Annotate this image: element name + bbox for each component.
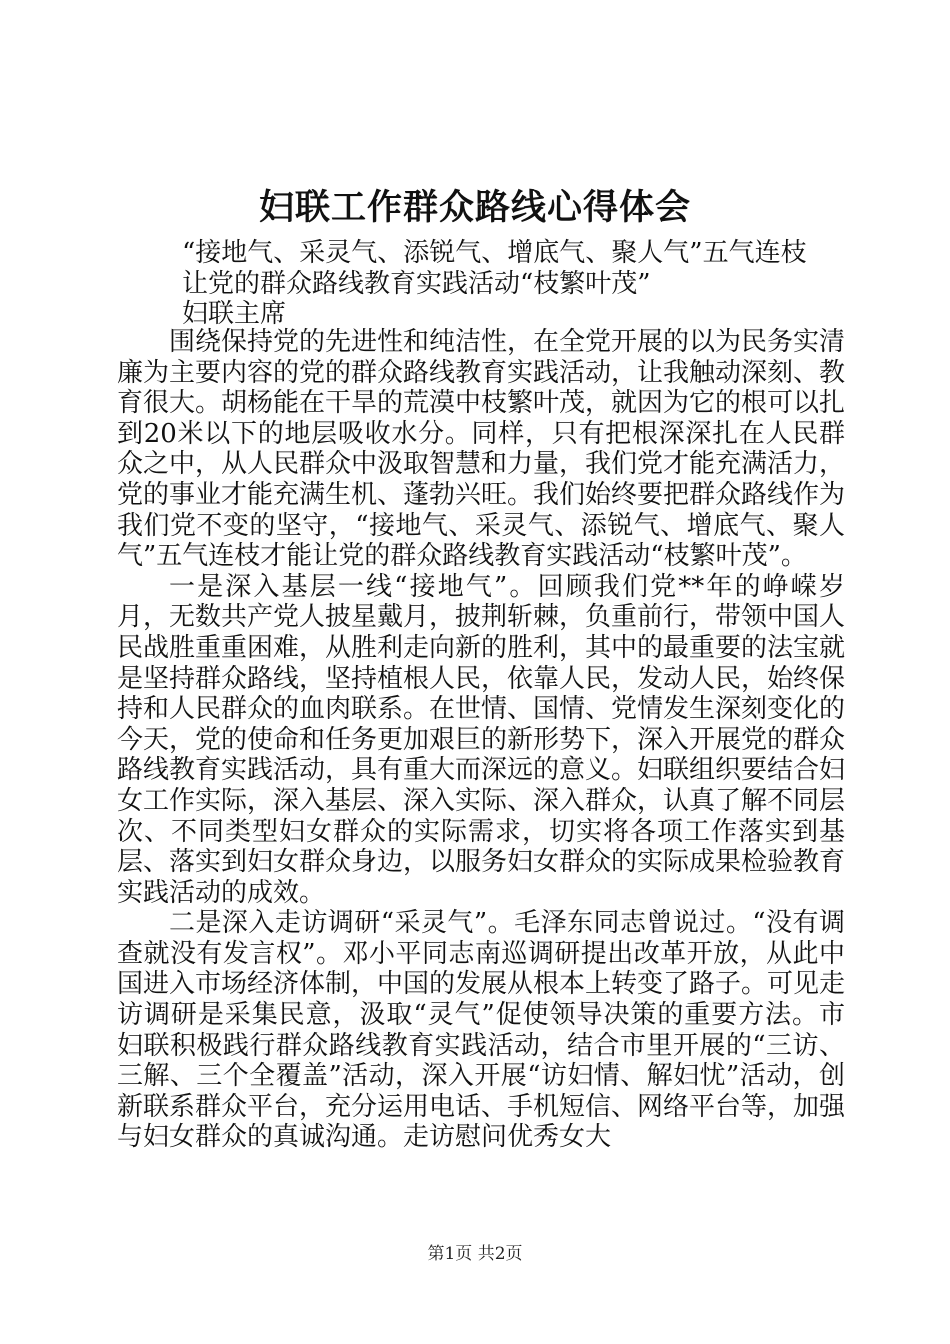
document-subtitle-line1: “接地气、采灵气、添锐气、增底气、聚人气”五气连枝	[182, 238, 807, 268]
document-title: 妇联工作群众路线心得体会	[258, 187, 691, 228]
document-author: 妇联主席	[182, 299, 287, 329]
document-body	[117, 327, 845, 1153]
document-subtitle-line2: 让党的群众路线教育实践活动“枝繁叶茂”	[182, 269, 651, 299]
page-footer: 第1页 共2页	[427, 1244, 523, 1264]
body-paragraph: 二是深入走访调研“采灵气”。毛泽东同志曾说过。“没有调查就没有发言权”。邓小平同志南巡调研提出改革开放，从此中国进入市场经济体制，中国的发展从根本上转变了路子。可见走访调研是采集民意，汲取“灵气”促使领导决策的重要方法。市妇联积极践行群众路线教育实践活动，结合市里开展的“三访、三解、三个全覆盖”活动，深入开展“访妇情、解妇忧”活动，创新联系群众平台，充分运用电话、手机短信、网络平台等，加强与妇女群众的真诚沟通。走访慰问优秀女大	[117, 908, 846, 1153]
body-paragraph: 一是深入基层一线“接地气”。回顾我们党**年的峥嵘岁月，无数共产党人披星戴月，披荆斩棘，负重前行，带领中国人民战胜重重困难，从胜利走向新的胜利，其中的最重要的法宝就是坚持群众路线，坚持植根人民，依靠人民，发动人民，始终保持和人民群众的血肉联系。在世情、国情、党情发生深刻变化的今天，党的使命和任务更加艰巨的新形势下，深入开展党的群众路线教育实践活动，具有重大而深远的意义。妇联组织要结合妇女工作实际，深入基层、深入实际、深入群众，认真了解不同层次、不同类型妇女群众的实际需求，切实将各项工作落实到基层、落实到妇女群众身边，以服务妇女群众的实际成果检验教育实践活动的成效。	[117, 571, 846, 908]
body-paragraph: 围绕保持党的先进性和纯洁性，在全党开展的以为民务实清廉为主要内容的党的群众路线教育实践活动，让我触动深刻、教育很大。胡杨能在干旱的荒漠中枝繁叶茂，就因为它的根可以扎到20米以下的地层吸收水分。同样，只有把根深深扎在人民群众之中，从人民群众中汲取智慧和力量，我们党才能充满活力，党的事业才能充满生机、蓬勃兴旺。我们始终要把群众路线作为我们党不变的坚守，“接地气、采灵气、添锐气、增底气、聚人气”五气连枝才能让党的群众路线教育实践活动“枝繁叶茂”。	[117, 327, 846, 572]
